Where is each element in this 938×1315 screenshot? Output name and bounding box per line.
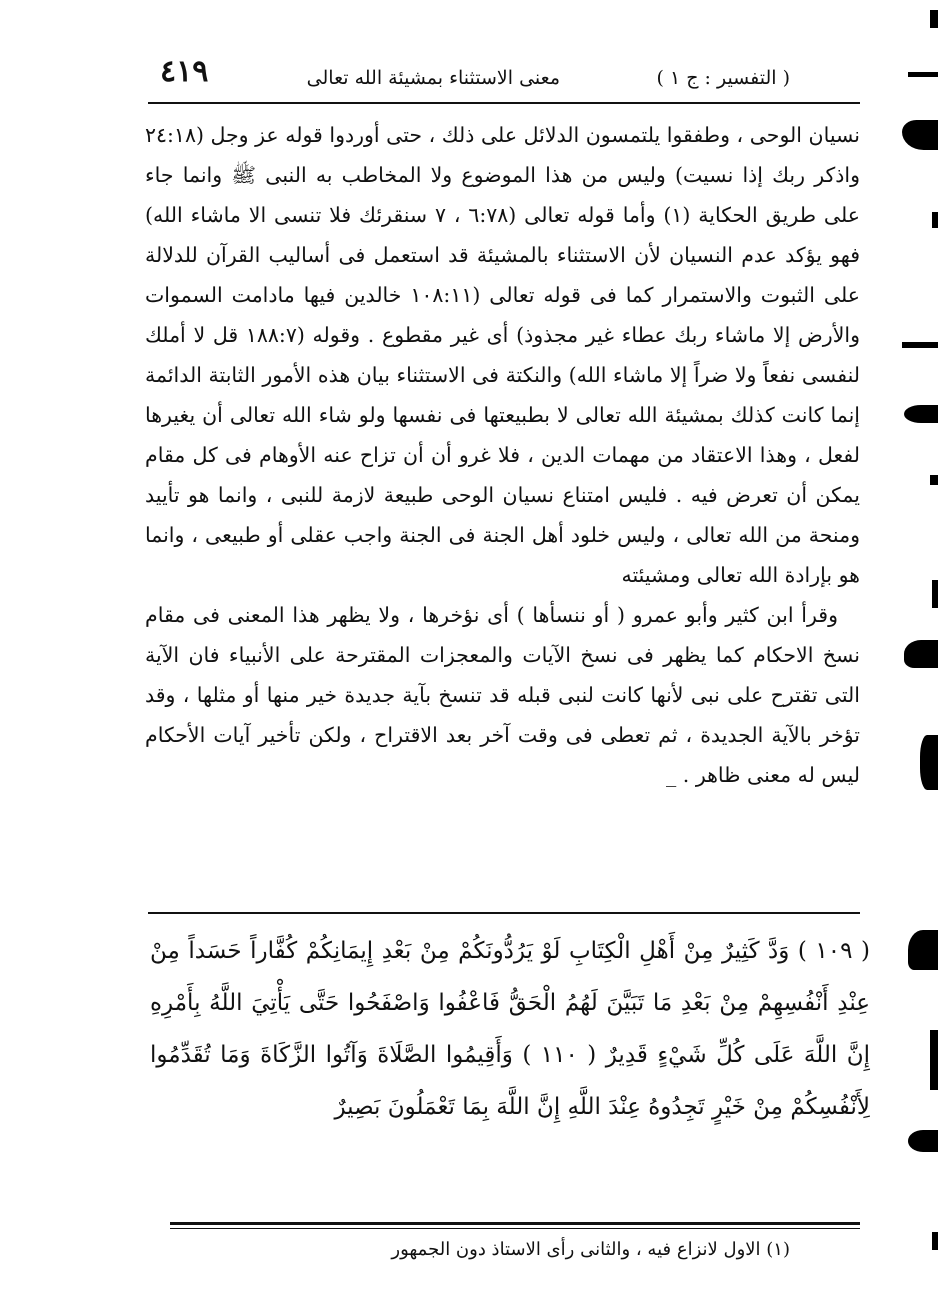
chapter-title: معنى الاستثناء بمشيئة الله تعالى [306,67,560,89]
scan-mark [932,1232,938,1250]
scan-mark [908,72,938,77]
scan-mark [930,1030,938,1090]
page-number: ٤١٩ [160,54,209,89]
commentary-paragraph: وقرأ ابن كثير وأبو عمرو ( أو ننسأها ) أى نؤخرها ، ولا يظهر هذا المعنى فى مقام نسخ الاحكام كما يظهر فى نسخ الآيات والمعجزات المقترحة على الأنبياء فان الآية التى تقترح على نبى لأنها كانت لنبى قبله قد تنسخ بآية جديدة خير منها أو مثلها ، وقد تؤخر بالآية الجديدة ، ثم تعطى فى وقت آخر بعد الاقتراح ، ولكن تأخير آيات الأحكام ليس له معنى ظاهر . _ [145,603,860,787]
header-rule [148,102,860,104]
scan-mark [930,10,938,28]
footnote: (١) الاول لانزاع فيه ، والثانى رأى الاستاذ دون الجمهور [391,1239,790,1260]
scan-mark [902,342,938,348]
quran-verses: ( ١٠٩ ) وَدَّ كَثِيرٌ مِنْ أَهْلِ الْكِتَابِ لَوْ يَرُدُّونَكُمْ مِنْ بَعْدِ إِيمَانِكُمْ كُفَّاراً حَسَداً مِنْ عِنْدِ أَنْفُسِهِمْ مِنْ بَعْدِ مَا تَبَيَّنَ لَهُمُ الْحَقُّ فَاعْفُوا وَاصْفَحُوا حَتَّى يَأْتِيَ اللَّهُ بِأَمْرِهِ إِنَّ اللَّهَ عَلَى كُلِّ شَيْءٍ قَدِيرٌ ( ١١٠ ) وَأَقِيمُوا الصَّلَاةَ وَآتُوا الزَّكَاةَ وَمَا تُقَدِّمُوا لِأَنْفُسِكُمْ مِنْ خَيْرٍ تَجِدُوهُ عِنْدَ اللَّهِ إِنَّ اللَّهَ بِمَا تَعْمَلُونَ بَصِيرٌ [150,938,870,1120]
footnote-rule-thin [170,1228,860,1229]
footnote-rule [170,1222,860,1225]
book-reference: ( التفسير : ج ١ ) [656,67,790,89]
scan-mark [908,930,938,970]
verse-separator-rule [148,912,860,914]
scan-mark [920,735,938,790]
scan-mark [904,405,938,423]
scan-mark [930,475,938,485]
commentary-paragraph: نسيان الوحى ، وطفقوا يلتمسون الدلائل على ذلك ، حتى أوردوا قوله عز وجل (٢٤:١٨ واذكر ربك إذا نسيت) وليس من هذا الموضوع ولا المخاطب به النبى ﷺ وانما جاء على طريق الحكاية (١) وأما قوله تعالى (٦:٧٨ ، ٧ سنقرئك فلا تنسى الا ماشاء الله) فهو يؤكد عدم النسيان لأن الاستثناء بالمشيئة قد استعمل فى أساليب القرآن للدلالة على الثبوت والاستمرار كما فى قوله تعالى (١٠٨:١١ خالدين فيها مادامت السموات والأرض إلا ماشاء ربك عطاء غير مجذوذ) أى غير مقطوع . وقوله (١٨٨:٧ قل لا أملك لنفسى نفعاً ولا ضراً إلا ماشاء الله) والنكتة فى الاستثناء بيان هذه الأمور الثابتة الدائمة إنما كانت كذلك بمشيئة الله تعالى لا بطبيعتها فى نفسها ولو شاء الله تعالى أن يغيرها لفعل ، وهذا الاعتقاد من مهمات الدين ، فلا غرو أن أن تزاح عنه الأوهام فى كل مقام يمكن أن تعرض فيه . فليس امتناع نسيان الوحى طبيعة لازمة للنبى ، وانما هو تأييد ومنحة من الله تعالى ، وليس خلود أهل الجنة فى الجنة واجب عقلى أو طبيعى ، وانما هو بإرادة الله تعالى ومشيئته [145,123,860,587]
scan-mark [902,120,938,150]
scan-mark [904,640,938,668]
running-header [150,54,790,98]
commentary-text [145,115,860,795]
scan-mark [932,580,938,608]
scan-mark [932,212,938,228]
scan-mark [908,1130,938,1152]
scan-edge-marks [888,0,938,1315]
